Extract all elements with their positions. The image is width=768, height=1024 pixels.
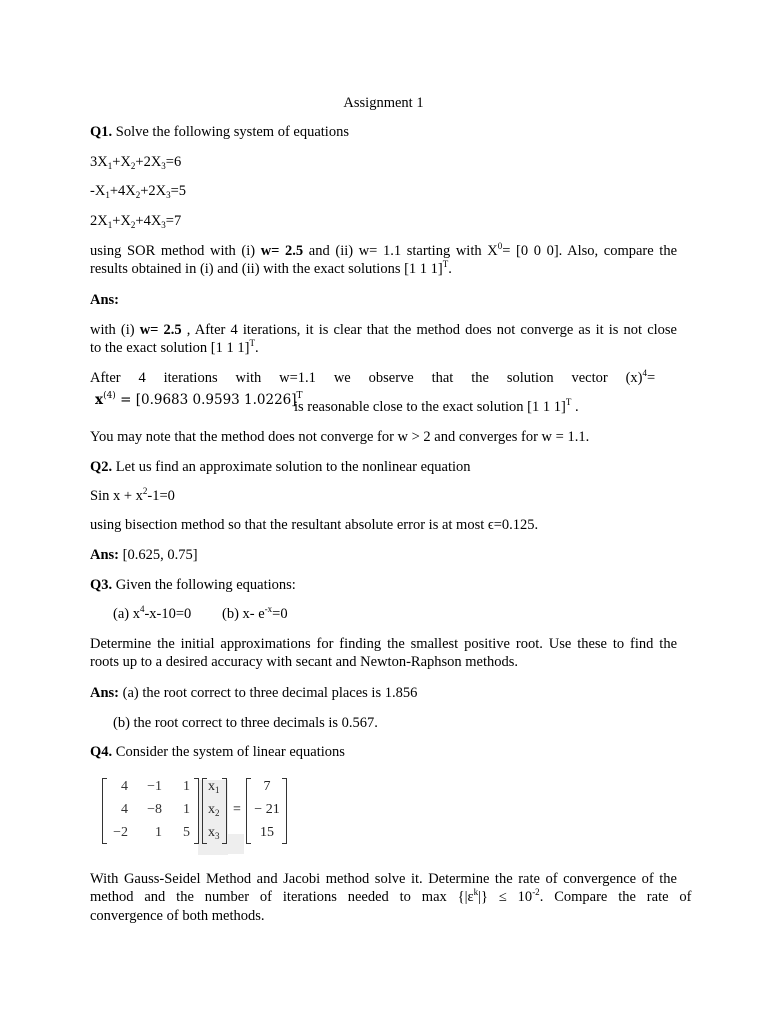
matrix-cell: −1 [147, 779, 162, 794]
q1-equation-3: $2X_1+X_2+4X_3=7$ [90, 213, 182, 230]
ans1-label: Ans: [90, 292, 120, 308]
q4-para-line-3: convergence of both methods. [90, 908, 265, 924]
page-title: Assignment 1 [343, 95, 424, 111]
equals-sign: = [233, 802, 241, 817]
q1-method-line-1: using SOR method with (i) w= 2.5 and (ii) w= 1.1 starting with $X^0= [0$ 0 0]. Also, compare the [90, 241, 678, 259]
q1-label: Q1. [90, 124, 113, 140]
ans1-para-2-line-1: After 4 iterations with w=1.1 we observe that the solution vector $(x)^4=$ [90, 368, 656, 386]
matrix-cell: 4 [121, 802, 128, 817]
q1-equation-2: $-X_1+4X_2+2X_3=5$ [90, 183, 187, 200]
rhs-entry: − 21 [254, 802, 280, 817]
rhs-entry: 7 [263, 779, 271, 794]
q4-prompt: Q4. Consider the system of linear equations [90, 744, 345, 760]
xvec-right-bracket [222, 778, 227, 844]
matrix-cell: 4 [121, 779, 128, 794]
xvec-entry: $x_1$ [208, 779, 220, 795]
q3-prompt: Q3. Given the following equations: [90, 577, 296, 593]
matrix-highlight [228, 834, 244, 854]
xvec-entry: $x_2$ [208, 802, 220, 818]
matrix-cell: 1 [183, 779, 190, 794]
ans1-para-1-line-1: with (i) w= 2.5 , After 4 iterations, it is clear that the method does not converge as it is not close [90, 322, 677, 338]
q2-method: using bisection method so that the resultant absolute error is at most ϵ=0.125. [90, 517, 539, 533]
q2-answer: Ans: [0.625, 0.75] [90, 547, 198, 563]
xvec-entry: $x_3$ [208, 825, 220, 841]
ans1-para-1-line-2: to the exact solution [1 1 1]$^T$. [90, 338, 259, 356]
matrix-cell: −2 [113, 825, 128, 840]
q2-equation: Sin $x + x^2-1=0$ [90, 486, 175, 504]
q3-para-line-1: Determine the initial approximations for finding the smallest positive root. Use these to find the [90, 636, 677, 652]
linear-system-matrix [102, 776, 302, 846]
q3-answer-a: Ans: (a) the root correct to three decimal places is 1.856 [90, 685, 418, 701]
q3-answer-b: (b) the root correct to three decimals is 0.567. [113, 715, 378, 731]
matrix-cell: 1 [155, 825, 162, 840]
q3-equation-b: (b) x- $e^{-x}=0$ [222, 604, 288, 622]
q4-para-line-2: method and the number of iterations needed to $\max \{|\varepsilon^k|\} \le 10^{-2}$. Compare the rate of [90, 887, 692, 905]
q3-para-line-2: roots up to a desired accuracy with secant and Newton-Raphson methods. [90, 654, 519, 670]
q4-para-line-1: With Gauss-Seidel Method and Jacobi method solve it. Determine the rate of convergence of the [90, 871, 677, 887]
q1-equation-1: $3X_1+X_2+2X_3=6$ [90, 154, 182, 171]
ans1-para-3: You may note that the method does not converge for w > 2 and converges for w = 1.1. [90, 429, 590, 445]
q1-method-line-2: results obtained in (i) and (ii) with the exact solutions [1 1 1]$^T$. [90, 259, 452, 277]
xvec-left-bracket [202, 778, 207, 844]
solution-vector: $x^{(4)} = [0.9683$ 0.9593 1.0226]$^T$ [95, 391, 303, 408]
matrix-cell: 1 [183, 802, 190, 817]
matrix-cell: 5 [183, 825, 190, 840]
q3-equation-a: (a) $x^4-x-10=0$ [113, 604, 192, 622]
q2-prompt: Q2. Let us find an approximate solution to the nonlinear equation [90, 459, 471, 475]
matrix-cell: −8 [147, 802, 162, 817]
matrix-right-bracket [194, 778, 199, 844]
ans1-para-2-line-2: is reasonable close to the exact solution [1 1 1]$^T$ . [294, 397, 579, 415]
q1-prompt: Q1. Solve the following system of equations [90, 124, 349, 140]
rhs-entry: 15 [260, 825, 274, 840]
